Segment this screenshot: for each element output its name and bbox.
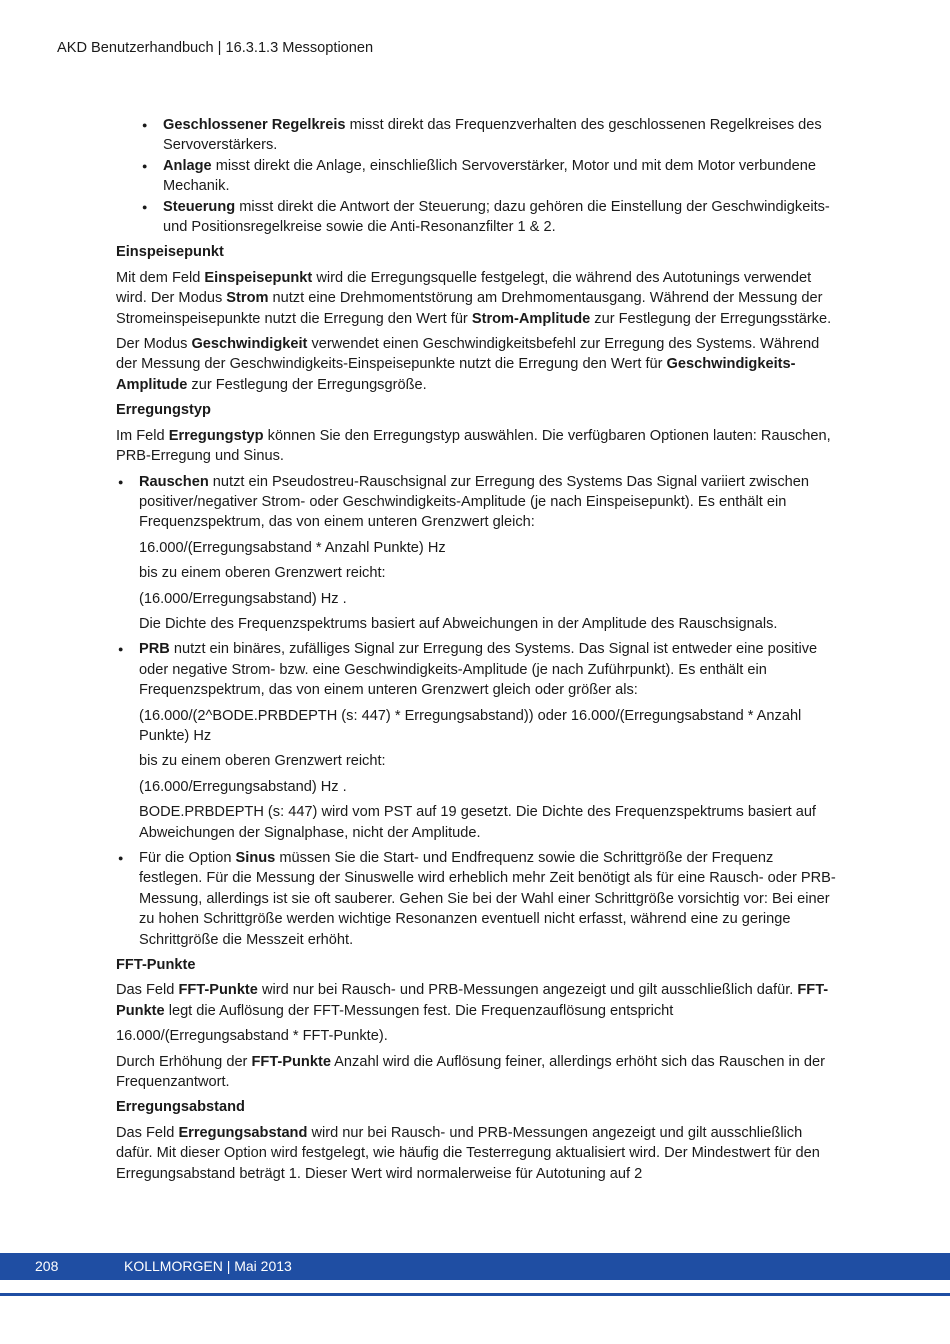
- formula: (16.000/Erregungsabstand) Hz .: [139, 778, 347, 795]
- list-item-prb: ● PRB nutzt ein binäres, zufälliges Signal zur Erregung des Systems. Das Signal ist entweder eine positive oder negative Strom- bzw. eine Geschwindigkeits-Amplitude (je nach Zuführpunkt). Es enthält ein Frequenzspektrum, das von einem unteren Grenzwert gleich oder größer als: (16.000/(2^BODE.PRBDEPTH (s: 447) * Erregungsabstand)) oder 16.000/(Erregungsabstand * Anzahl Punkte) Hz bis zu einem oberen Grenzwert reicht: (16.000/Erregungsabstand) Hz . BODE.PRBDEPTH (s: 447) wird vom PST auf 19 gesetzt. Die Dichte des Frequenzspektrums basiert auf Abweichungen der Signalphase, nicht der Amplitude.: [116, 639, 838, 843]
- footer-rule: [0, 1293, 950, 1296]
- running-header: AKD Benutzerhandbuch | 16.3.1.3 Messoptionen: [57, 40, 374, 56]
- formula: 16.000/(Erregungsabstand * FFT-Punkte).: [116, 1028, 388, 1045]
- list-item: ● Anlage misst direkt die Anlage, einschließlich Servoverstärker, Motor und mit dem Motor verbundene Mechanik.: [116, 156, 838, 197]
- paragraph: Das Feld FFT-Punkte wird nur bei Rausch- und PRB-Messungen angezeigt und gilt ausschließlich dafür. FFT-Punkte legt die Auflösung der FFT-Messungen fest. Die Frequenzauflösung entspricht: [116, 982, 829, 1019]
- measurement-type-list: [116, 115, 838, 237]
- section-heading-erregungstyp: Erregungstyp: [116, 402, 211, 419]
- section-heading-erregungsabstand: Erregungsabstand: [116, 1099, 245, 1116]
- formula: 16.000/(Erregungsabstand * Anzahl Punkte) Hz: [139, 539, 446, 556]
- section-heading-einspeisepunkt: Einspeisepunkt: [116, 244, 224, 261]
- list-item: ● Steuerung misst direkt die Antwort der Steuerung; dazu gehören die Einstellung der Geschwindigkeits- und Positionsregelkreise sowie die Anti-Resonanzfilter 1 & 2.: [116, 197, 838, 238]
- paragraph: Durch Erhöhung der FFT-Punkte Anzahl wird die Auflösung feiner, allerdings erhöht sich das Rauschen in der Frequenzantwort.: [116, 1053, 825, 1091]
- section-heading-fft-punkte: FFT-Punkte: [116, 957, 196, 974]
- excitation-type-list: [116, 472, 838, 951]
- formula: (16.000/Erregungsabstand) Hz .: [139, 590, 347, 607]
- page-body: [116, 115, 838, 1189]
- paragraph: Der Modus Geschwindigkeit verwendet einen Geschwindigkeitsbefehl zur Erregung des Systems. Während der Messung der Geschwindigkeits-Einspeisepunkte nutzt die Erregung den Wert für Geschwindigkeits-Amplitude zur Festlegung der Erregungsgröße.: [116, 336, 820, 393]
- list-item-sinus: ● Für die Option Sinus müssen Sie die Start- und Endfrequenz sowie die Schrittgröße der Frequenz festlegen. Für die Messung der Sinuswelle wird erheblich mehr Zeit benötigt als für eine Rausch- oder PRB-Messung, allerdings ist sie oft sauberer. Gehen Sie bei der Wahl einer Schrittgröße vorsichtig vor: Bei einer zu hohen Schrittgröße werden wichtige Resonanzen eventuell nicht erfasst, während eine zu geringe Schrittgröße die Messzeit erhöht.: [116, 848, 838, 950]
- page-number: 208: [35, 1258, 59, 1274]
- formula: (16.000/(2^BODE.PRBDEPTH (s: 447) * Erregungsabstand)) oder 16.000/(Erregungsabstand * Anzahl Punkte) Hz: [139, 707, 802, 744]
- footer-bar: [0, 1253, 950, 1280]
- paragraph: Das Feld Erregungsabstand wird nur bei Rausch- und PRB-Messungen angezeigt und gilt ausschließlich dafür. Mit dieser Option wird festgelegt, wie häufig die Testerregung aktualisiert wird. Der Mindestwert für den Erregungsabstand beträgt 1. Dieser Wert wird normalerweise für Autotuning auf 2: [116, 1124, 820, 1182]
- footer-brand: KOLLMORGEN | Mai 2013: [124, 1258, 292, 1274]
- paragraph: Im Feld Erregungstyp können Sie den Erregungstyp auswählen. Die verfügbaren Optionen lauten: Rauschen, PRB-Erregung und Sinus.: [116, 427, 831, 465]
- list-item-rauschen: ● Rauschen nutzt ein Pseudostreu-Rauschsignal zur Erregung des Systems Das Signal variiert zwischen positiver/negativer Strom- oder Geschwindigkeits-Amplitude (je nach Einspeisepunkt). Es enthält ein Frequenzspektrum, das von einem unteren Grenzwert gleich: 16.000/(Erregungsabstand * Anzahl Punkte) Hz bis zu einem oberen Grenzwert reicht: (16.000/Erregungsabstand) Hz . Die Dichte des Frequenzspektrums basiert auf Abweichungen in der Amplitude des Rauschsignals.: [116, 472, 838, 635]
- list-item: ● Geschlossener Regelkreis misst direkt das Frequenzverhalten des geschlossenen Regelkreises des Servoverstärkers.: [116, 115, 838, 156]
- paragraph: Mit dem Feld Einspeisepunkt wird die Erregungsquelle festgelegt, die während des Autotunings verwendet wird. Der Modus Strom nutzt eine Drehmomentstörung am Drehmomentausgang. Während der Messung der Stromeinspeisepunkte nutzt die Erregung den Wert für Strom-Amplitude zur Festlegung der Erregungsstärke.: [116, 269, 832, 327]
